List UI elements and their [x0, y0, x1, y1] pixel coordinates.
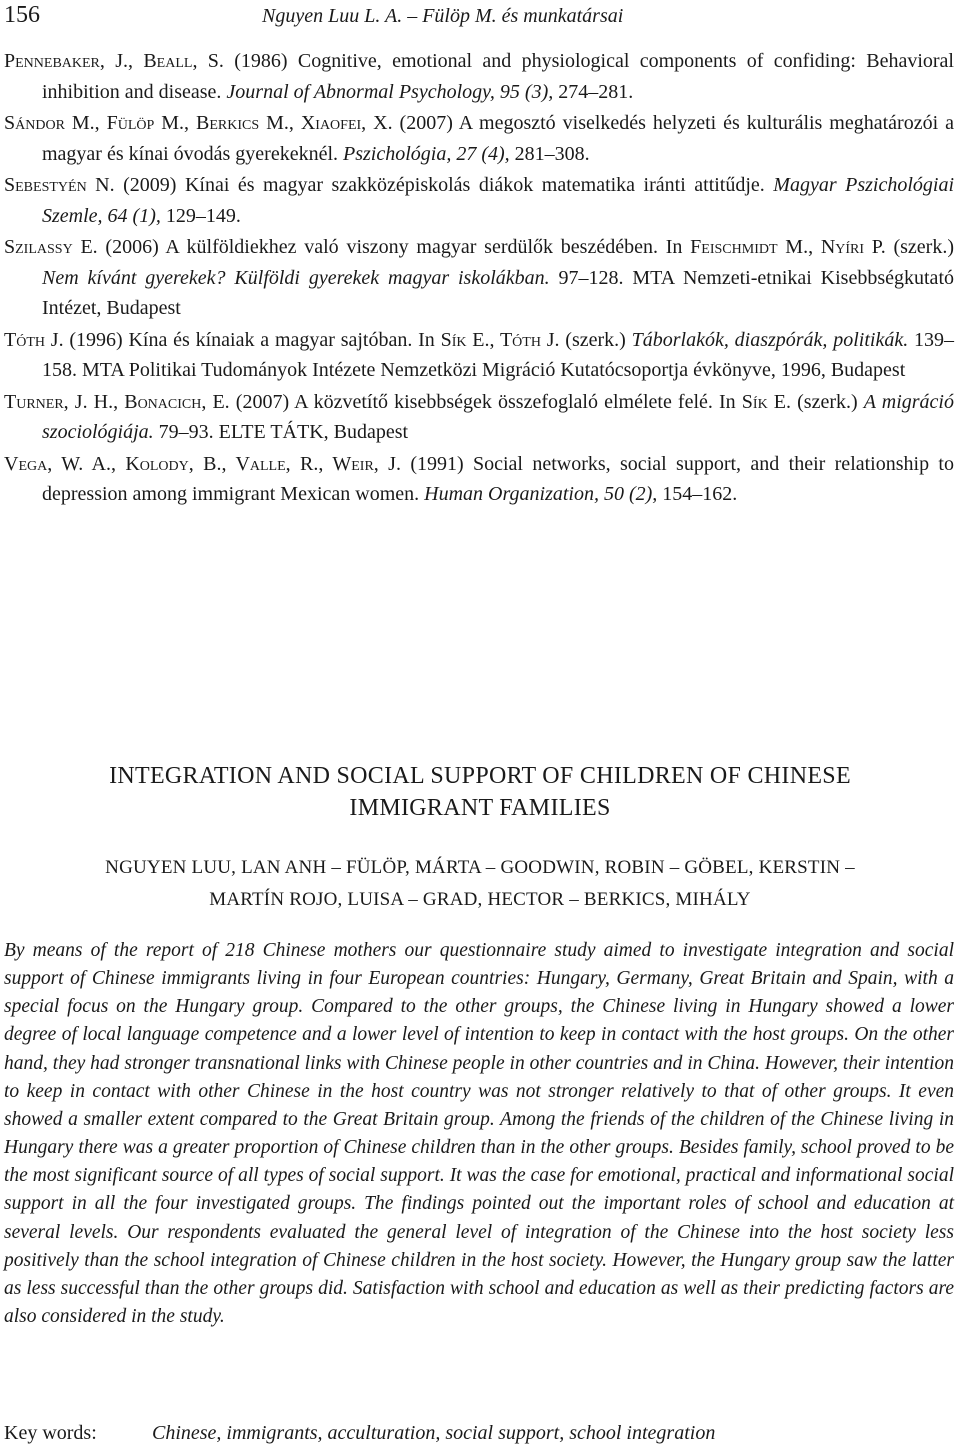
article-title-line: IMMIGRANT FAMILIES	[349, 795, 611, 821]
ref-journal: Nem kívánt gyerekek? Külföldi gyerekek magyar iskolákban.	[42, 266, 550, 289]
ref-text: (1991) Social networks, social support, and their relationship to depression among immigrant Mexican women.	[42, 452, 954, 505]
ref-pages: 139–158. MTA Politikai Tudományok Intézete Nemzetközi Migráció Kutatócsoportja évkönyve, 1996, Budapest	[42, 328, 954, 381]
ref-authors: Sándor M., Fülöp M., Berkics M., Xiaofei, X.	[4, 112, 393, 134]
reference-entry	[4, 449, 954, 510]
ref-journal: Pszichológia, 27 (4),	[343, 142, 510, 165]
article-title-line: INTEGRATION AND SOCIAL SUPPORT OF CHILDREN OF CHINESE	[109, 763, 851, 789]
authors-line: MARTÍN ROJO, LUISA – GRAD, HECTOR – BERKICS, MIHÁLY	[209, 889, 751, 910]
ref-editors: Sík E.	[741, 390, 792, 413]
ref-journal: Journal of Abnormal Psychology, 95 (3),	[226, 80, 554, 103]
keywords-label: Key words:	[4, 1422, 97, 1444]
keywords	[4, 1419, 954, 1447]
ref-pages: 281–308.	[509, 142, 590, 165]
ref-authors: Sebestyén N.	[4, 174, 115, 196]
ref-journal: A migráció szociológiája.	[42, 390, 954, 443]
article-authors	[0, 852, 960, 916]
ref-authors: Turner, J. H., Bonacich, E.	[4, 390, 230, 413]
ref-editors: Feischmidt M., Nyíri P.	[690, 236, 886, 258]
reference-list	[4, 46, 954, 511]
ref-authors: Szilassy E.	[4, 236, 98, 258]
ref-text: (1996) Kína és kínaiak a magyar sajtóban. In	[63, 328, 441, 351]
reference-entry	[4, 108, 954, 169]
abstract: By means of the report of 218 Chinese mothers our questionnaire study aimed to investigate integration and social support of Chinese immigrants living in four European countries: Hungary, Germany, Great Britain and Spain, with a special focus on the Hungary group. Compared to the other groups, the Chinese living in Hungary showed a lower degree of local language competence and a lower level of intention to keep in contact with the host groups. On the other hand, they had stronger transnational links with Chinese people in other countries and in China. However, their intention to keep in contact with other Chinese in the host country was not stronger relatively to that of other groups. It even showed a smaller extent compared to the Great Britain group. Among the friends of the children of the Chinese living in Hungary there was a greater proportion of Chinese children than in the other groups. Besides family, school proved to be the most significant source of all types of social support. It was the case for emotional, practical and informational social support in all the four investigated groups. The findings pointed out the important roles of school and education at several levels. Our respondents evaluated the general level of integration of the Chinese into the host society less positively than the school integration of Chinese children in the host society. However, the Hungary group saw the latter as less successful than the other groups did. Satisfaction with school and education as well as their predicting factors are also considered in the study.	[4, 940, 954, 1328]
ref-text: (2007) A megosztó viselkedés helyzeti és kulturális meghatározói a magyar és kínai óvodás gyerekeknél.	[42, 112, 954, 165]
ref-authors: Vega, W. A., Kolody, B., Valle, R., Weir, J.	[4, 452, 401, 475]
ref-text: (2007) A közvetítő kisebbségek összefoglaló elmélete felé. In	[229, 390, 742, 413]
keywords-text: Chinese, immigrants, acculturation, social support, school integration	[152, 1422, 716, 1444]
reference-entry	[4, 387, 954, 448]
article-title	[0, 760, 960, 824]
ref-text: (1986) Cognitive, emotional and physiological components of confiding: Behavioral inhibition and disease.	[42, 50, 954, 103]
ref-pages: 154–162.	[657, 483, 738, 505]
ref-authors: Tóth J.	[4, 328, 64, 351]
ref-pages: 79–93. ELTE TÁTK, Budapest	[153, 421, 409, 443]
ref-journal: Magyar Pszichológiai Szemle, 64 (1),	[42, 174, 954, 227]
page-header	[0, 0, 960, 40]
ref-pages: 274–281.	[553, 80, 634, 103]
reference-entry	[4, 170, 954, 231]
ref-text: (2009) Kínai és magyar szakközépiskolás diákok matematika iránti attitűdje.	[114, 174, 774, 196]
reference-entry	[4, 232, 954, 324]
running-head: Nguyen Luu L. A. – Fülöp M. és munkatársai	[262, 5, 624, 27]
ref-text: (szerk.)	[559, 328, 632, 351]
ref-pages: 129–149.	[160, 204, 241, 227]
ref-journal: Táborlakók, diaszpórák, politikák.	[631, 328, 909, 351]
ref-editors: Sík E., Tóth J.	[440, 328, 560, 351]
ref-authors: Pennebaker, J., Beall, S.	[4, 50, 224, 72]
ref-text: (szerk.)	[885, 236, 955, 258]
reference-entry	[4, 46, 954, 107]
ref-journal: Human Organization, 50 (2),	[424, 483, 658, 505]
ref-pages: 97–128. MTA Nemzeti-etnikai Kisebbségkutató Intézet, Budapest	[42, 266, 954, 319]
ref-text: (szerk.)	[791, 390, 864, 413]
authors-line: NGUYEN LUU, LAN ANH – FÜLÖP, MÁRTA – GOODWIN, ROBIN – GÖBEL, KERSTIN –	[105, 857, 855, 878]
page-number: 156	[4, 2, 40, 28]
ref-text: (2006) A külföldiekhez való viszony magyar serdülők beszédében. In	[97, 236, 691, 258]
reference-entry	[4, 325, 954, 386]
